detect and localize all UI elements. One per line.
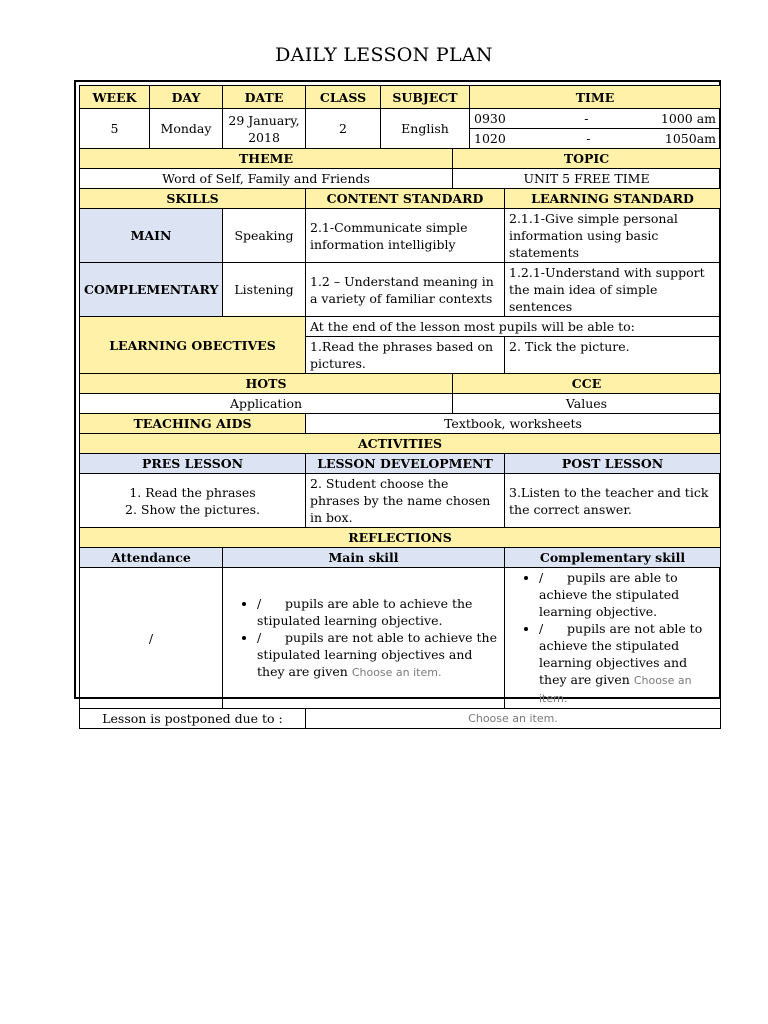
hots-value: Application — [80, 394, 453, 414]
lesson-development-header: LESSON DEVELOPMENT — [306, 454, 505, 474]
hots-header: HOTS — [80, 374, 453, 394]
theme-value: Word of Self, Family and Friends — [80, 169, 453, 189]
post-lesson-header: POST LESSON — [505, 454, 721, 474]
day-header: DAY — [150, 86, 223, 109]
cce-value: Values — [453, 394, 721, 414]
reflections-header: REFLECTIONS — [80, 528, 721, 548]
week-header: WEEK — [80, 86, 150, 109]
subject-header: SUBJECT — [381, 86, 470, 109]
main-learning-standard: 2.1.1-Give simple personal information using basic statements — [505, 209, 721, 263]
pre-lesson-content — [80, 474, 306, 528]
objective-2: 2. Tick the picture. — [505, 337, 721, 374]
pre-lesson-header: PRES LESSON — [80, 454, 306, 474]
teaching-aids-value: Textbook, worksheets — [306, 414, 721, 434]
main-skill-label: MAIN — [80, 209, 223, 263]
time-2-separator: - — [586, 131, 591, 146]
time-header: TIME — [470, 86, 721, 109]
complementary-reflection-achieved: • / pupils are able to achieve the stipulated learning objective. — [539, 569, 716, 620]
complementary-reflection-not-achieved: • / pupils are not able to achieve the stipulated learning objectives and they are given Choose an item. — [539, 620, 716, 707]
postponed-label: Lesson is postponed due to : — [80, 709, 306, 729]
main-skill-value: Speaking — [223, 209, 306, 263]
attendance-value: / — [80, 568, 223, 709]
complementary-learning-standard: 1.2.1-Understand with support the main idea of simple sentences — [505, 263, 721, 317]
teaching-aids-label: TEACHING AIDS — [80, 414, 306, 434]
objectives-intro: At the end of the lesson most pupils will be able to: — [306, 317, 721, 337]
content-standard-header: CONTENT STANDARD — [306, 189, 505, 209]
date-value: 29 January, 2018 — [223, 109, 306, 149]
class-value: 2 — [306, 109, 381, 149]
learning-objectives-label: LEARNING OBECTIVES — [80, 317, 306, 374]
main-reflection-list — [227, 595, 500, 681]
subject-value: English — [381, 109, 470, 149]
complementary-choose-item-dropdown[interactable]: Choose an item. — [539, 674, 692, 705]
class-header: CLASS — [306, 86, 381, 109]
activities-header: ACTIVITIES — [80, 434, 721, 454]
complementary-skill-header: Complementary skill — [505, 548, 721, 568]
time-slot-2 — [470, 129, 721, 149]
time-1-end: 1000 am — [660, 111, 717, 126]
page-title: DAILY LESSON PLAN — [275, 44, 493, 66]
main-skill-header: Main skill — [223, 548, 505, 568]
pre-lesson-step-2: 2. Show the pictures. — [125, 501, 260, 517]
learning-standard-header: LEARNING STANDARD — [505, 189, 721, 209]
time-1-separator: - — [584, 111, 589, 126]
complementary-content-standard: 1.2 – Understand meaning in a variety of familiar contexts — [306, 263, 505, 317]
main-reflection-achieved: • / pupils are able to achieve the stipulated learning objective. — [257, 595, 500, 629]
main-reflection-cell — [223, 568, 505, 709]
date-header: DATE — [223, 86, 306, 109]
complementary-reflection-list — [509, 569, 716, 707]
lesson-development-content: 2. Student choose the phrases by the name chosen in box. — [306, 474, 505, 528]
post-lesson-content: 3.Listen to the teacher and tick the correct answer. — [505, 474, 721, 528]
main-choose-item-dropdown[interactable]: Choose an item. — [351, 666, 442, 679]
time-2-start: 1020 — [474, 131, 506, 146]
topic-value: UNIT 5 FREE TIME — [453, 169, 721, 189]
lesson-plan-table — [79, 85, 721, 729]
time-1-start: 0930 — [474, 111, 506, 126]
cce-header: CCE — [453, 374, 721, 394]
complementary-skill-value: Listening — [223, 263, 306, 317]
day-value: Monday — [150, 109, 223, 149]
complementary-skill-label: COMPLEMENTARY — [80, 263, 223, 317]
week-value: 5 — [80, 109, 150, 149]
skills-header: SKILLS — [80, 189, 306, 209]
time-slot-1 — [470, 109, 721, 129]
attendance-header: Attendance — [80, 548, 223, 568]
complementary-reflection-cell — [505, 568, 721, 709]
topic-header: TOPIC — [453, 149, 721, 169]
time-2-end: 1050am — [664, 131, 717, 146]
postponed-choose-item-dropdown[interactable]: Choose an item. — [306, 709, 721, 729]
main-reflection-not-achieved: • / pupils are not able to achieve the stipulated learning objectives and they are given Choose an item. — [257, 629, 500, 681]
pre-lesson-step-1: 1. Read the phrases — [129, 484, 256, 500]
main-content-standard: 2.1-Communicate simple information intelligibly — [306, 209, 505, 263]
objective-1: 1.Read the phrases based on pictures. — [306, 337, 505, 374]
theme-header: THEME — [80, 149, 453, 169]
